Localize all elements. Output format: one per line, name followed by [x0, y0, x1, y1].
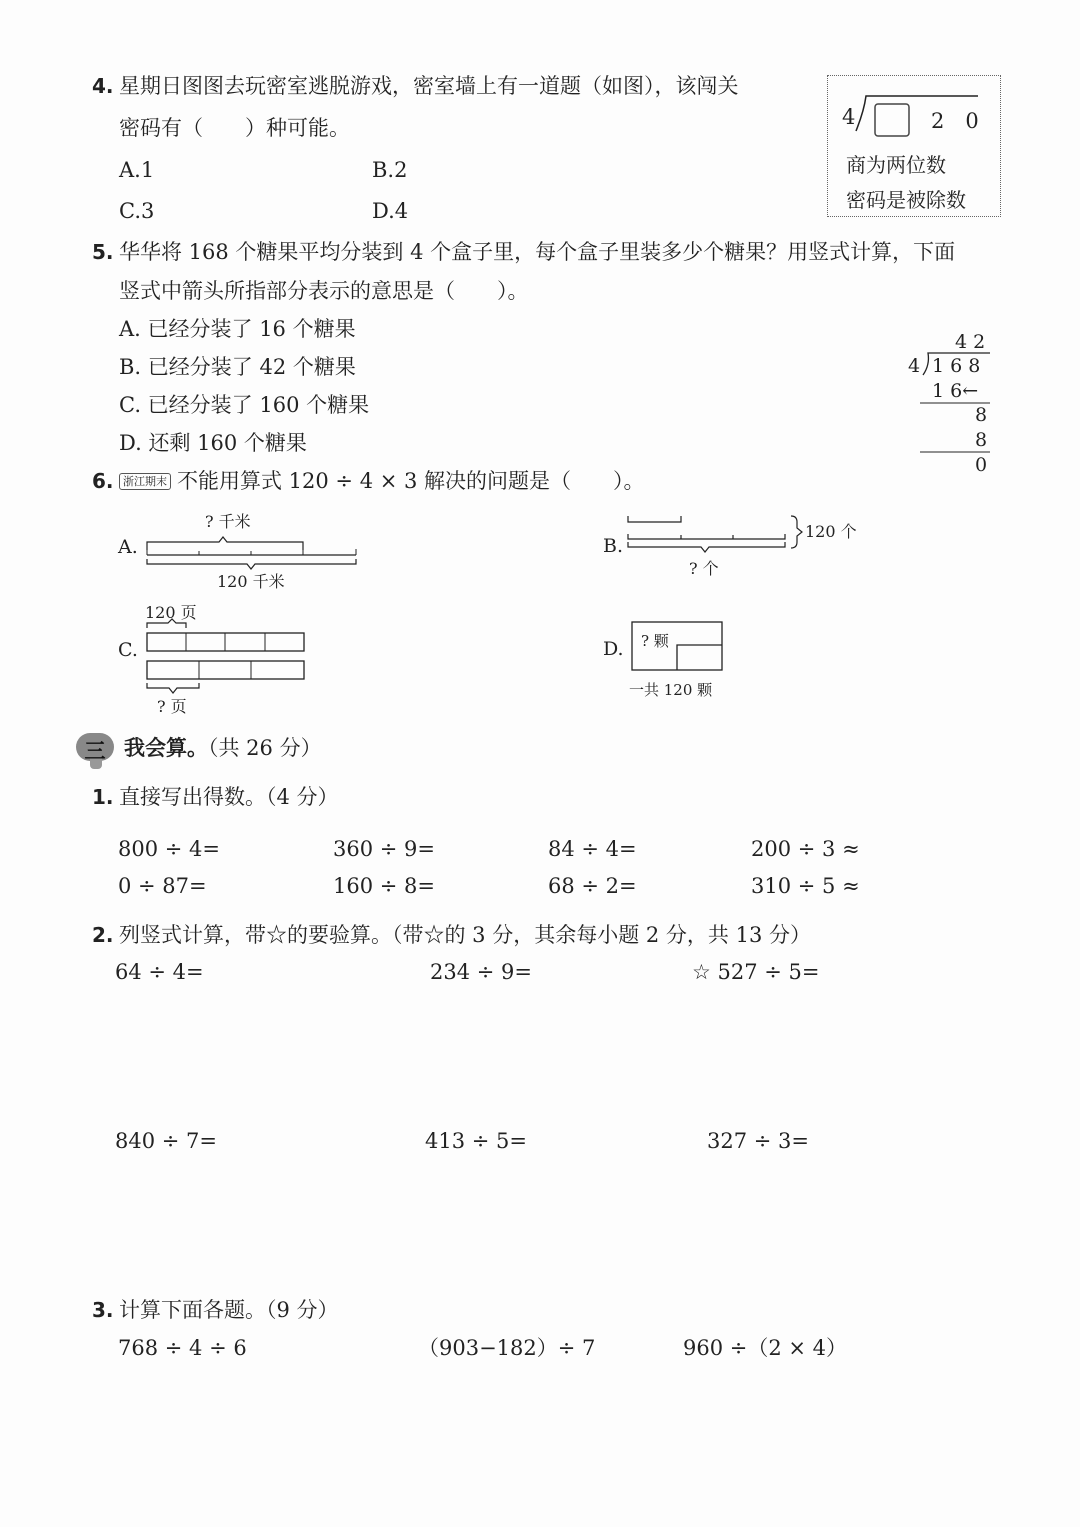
diagram-b-right-label: 120 个 — [805, 522, 857, 541]
long-division — [900, 325, 1000, 480]
p2-item: ☆ 527 ÷ 5= — [692, 960, 820, 984]
dividend: 1 6 8 — [932, 355, 981, 377]
p2-item: 64 ÷ 4= — [115, 960, 204, 984]
p2-item: 413 ÷ 5= — [425, 1129, 527, 1153]
q6-diagram-c[interactable] — [110, 600, 330, 718]
q4-option-a[interactable]: A.1 — [119, 158, 155, 182]
q6-diagram-b[interactable] — [595, 510, 875, 585]
q6-text — [119, 471, 645, 492]
p1-item: 360 ÷ 9= — [333, 837, 435, 861]
p3-item: 960 ÷（2 × 4） — [683, 1336, 848, 1360]
p3-item: 768 ÷ 4 ÷ 6 — [118, 1336, 247, 1360]
p1-item: 0 ÷ 87= — [118, 874, 207, 898]
q6-region-tag: 浙江期末 — [119, 473, 171, 490]
q5-number: 5. — [92, 240, 114, 264]
q4-option-d[interactable]: D.4 — [372, 199, 409, 223]
box-digits: 2 0 — [931, 109, 979, 133]
p2-item: 327 ÷ 3= — [707, 1129, 809, 1153]
option-d-label: D. — [603, 638, 624, 660]
section-number: 三 — [84, 739, 106, 763]
diagram-c-bottom-label: ? 页 — [157, 697, 187, 716]
q5-option-d[interactable]: D. 还剩 160 个糖果 — [119, 431, 307, 455]
p2-item: 840 ÷ 7= — [115, 1129, 217, 1153]
q6-diagram-a[interactable] — [110, 505, 380, 595]
option-a-label: A. — [118, 536, 138, 558]
q4-option-b[interactable]: B.2 — [372, 158, 408, 182]
diagram-a-bottom-label: 120 千米 — [217, 572, 285, 591]
p1-title: 直接写出得数。（4 分） — [119, 785, 339, 809]
q5-option-c[interactable]: C. 已经分装了 160 个糖果 — [119, 393, 370, 417]
p1-item: 200 ÷ 3 ≈ — [751, 837, 860, 861]
step2-product: 8 — [975, 429, 988, 451]
q4-option-c[interactable]: C.3 — [119, 199, 155, 223]
diagram-d-inner-label: ? 颗 — [641, 632, 669, 650]
p1-item: 800 ÷ 4= — [118, 837, 220, 861]
p2-number: 2. — [92, 923, 114, 947]
p3-number: 3. — [92, 1298, 114, 1322]
q6-diagram-d[interactable] — [595, 615, 745, 703]
section-badge-icon — [76, 733, 114, 761]
q5-text-line1: 华华将 168 个糖果平均分装到 4 个盒子里，每个盒子里装多少个糖果？用竖式计算，下面 — [119, 240, 956, 264]
box-note1: 商为两位数 — [846, 153, 946, 177]
box-divisor: 4 — [842, 105, 856, 129]
q4-puzzle-box — [827, 75, 1001, 217]
p3-item: （903−182）÷ 7 — [418, 1336, 596, 1360]
q6-question: 不能用算式 120 ÷ 4 × 3 解决的问题是（ ）。 — [177, 469, 645, 493]
box-note2: 密码是被除数 — [846, 188, 966, 212]
q5-option-a[interactable]: A. 已经分装了 16 个糖果 — [119, 317, 356, 341]
section-title: 我会算。 — [124, 736, 208, 760]
q4-text-line1: 星期日图图去玩密室逃脱游戏，密室墙上有一道题（如图），该闯关 — [119, 74, 739, 98]
diagram-b-bottom-label: ? 个 — [689, 559, 719, 578]
option-b-label: B. — [603, 535, 624, 557]
diagram-a-top-label: ? 千米 — [205, 512, 251, 531]
q6-number: 6. — [92, 469, 114, 493]
p1-item: 84 ÷ 4= — [548, 837, 637, 861]
step1-product: 1 6← — [932, 380, 979, 402]
final-remainder: 0 — [975, 454, 988, 476]
p1-item: 160 ÷ 8= — [333, 874, 435, 898]
p1-item: 68 ÷ 2= — [548, 874, 637, 898]
q5-option-b[interactable]: B. 已经分装了 42 个糖果 — [119, 355, 356, 379]
q4-number: 4. — [92, 74, 114, 98]
step1-remainder: 8 — [975, 404, 988, 426]
p2-title: 列竖式计算，带☆的要验算。（带☆的 3 分，其余每小题 2 分，共 13 分） — [119, 923, 811, 947]
diagram-c-top-label: 120 页 — [145, 603, 197, 622]
q5-text-line2: 竖式中箭头所指部分表示的意思是（ ）。 — [119, 279, 529, 303]
p1-item: 310 ÷ 5 ≈ — [751, 874, 860, 898]
p1-number: 1. — [92, 785, 114, 809]
option-c-label: C. — [118, 639, 138, 661]
q4-text-line2: 密码有（ ）种可能。 — [119, 116, 350, 140]
p3-title: 计算下面各题。（9 分） — [119, 1298, 339, 1322]
section-heading — [124, 738, 322, 759]
p2-item: 234 ÷ 9= — [430, 960, 532, 984]
section-score: （共 26 分） — [208, 736, 322, 760]
blank-box — [875, 104, 909, 136]
divisor: 4 — [908, 355, 921, 377]
quotient: 4 2 — [955, 331, 986, 353]
diagram-d-bottom-label: 一共 120 颗 — [629, 681, 713, 699]
